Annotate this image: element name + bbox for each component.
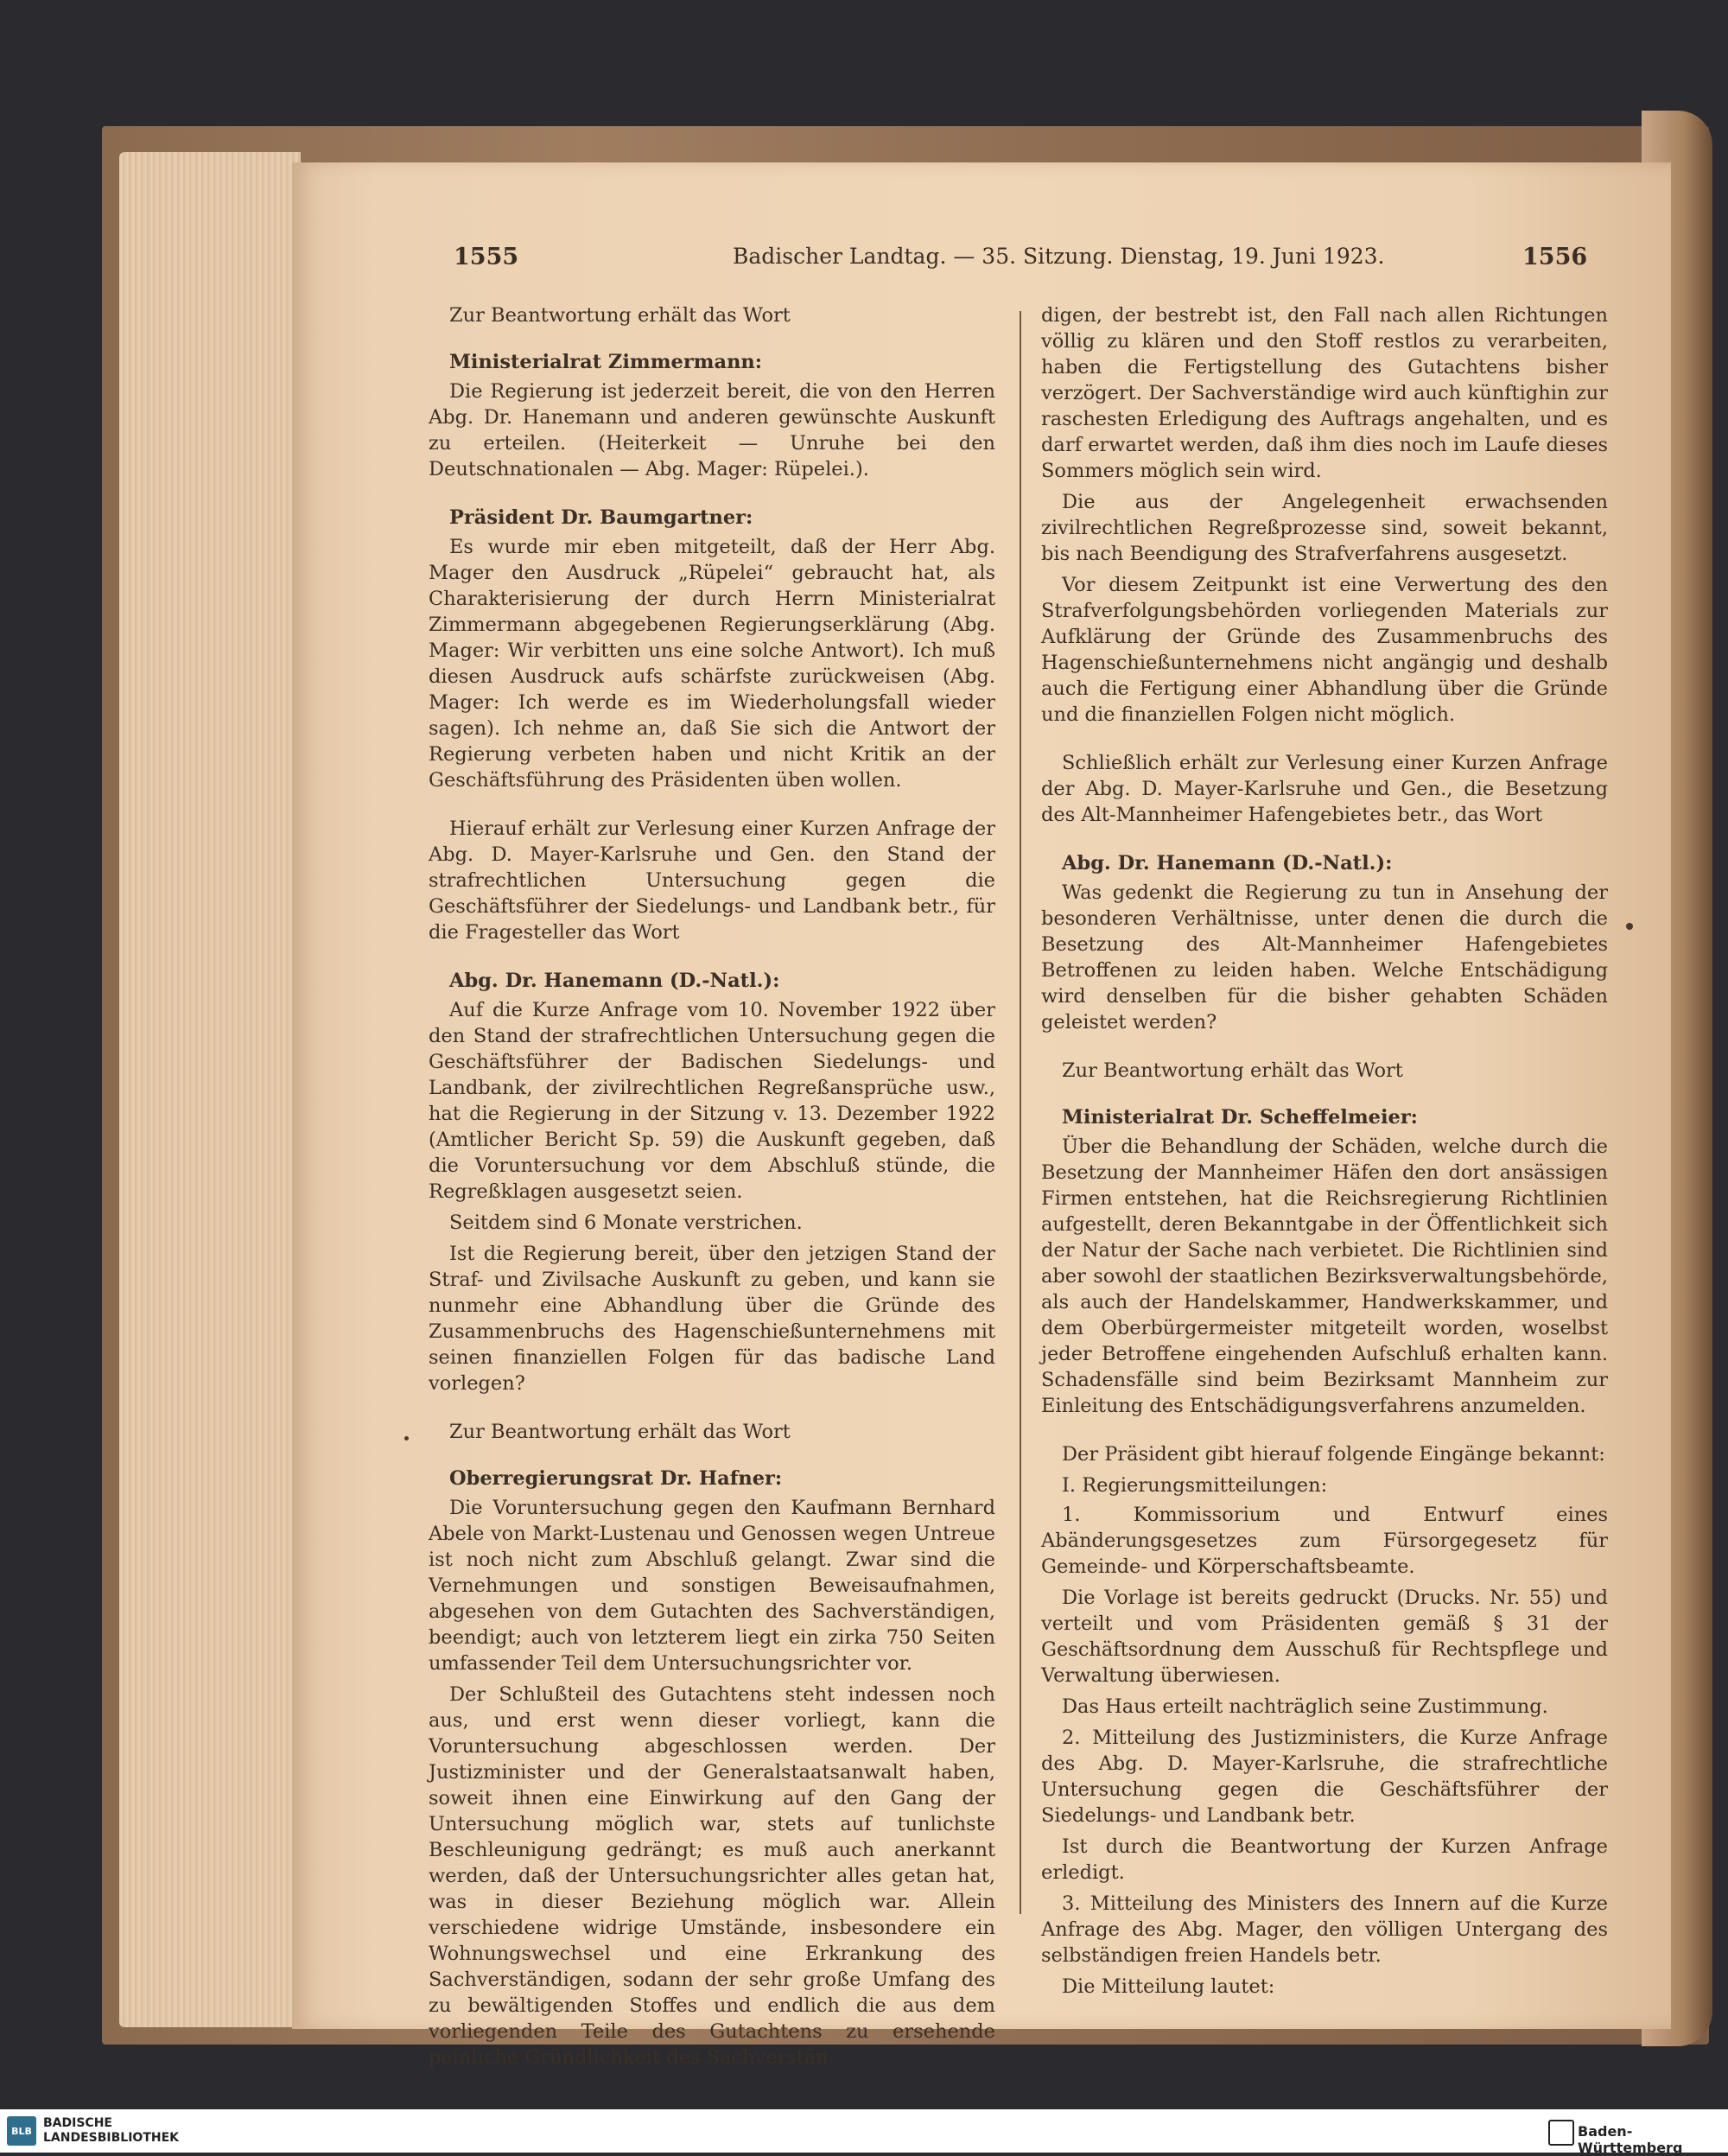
speaker-heading: Präsident Dr. Baumgartner: bbox=[449, 506, 753, 529]
right-page-number: 1556 bbox=[1522, 244, 1588, 270]
paragraph: Ist die Regierung bereit, über den jetzigen Stand der Straf- und Zivilsache Auskunft zu geben, und kann sie nunmehr eine Abhandlung über die Gründe des Zusammenbruchs des Hagenschießunternehmens mit seinen finanziellen Folgen für das badische Land vorlegen? bbox=[429, 1243, 995, 1395]
paragraph: Ist durch die Beantwortung der Kurzen Anfrage erledigt. bbox=[1041, 1835, 1608, 1884]
footer-bar bbox=[0, 2109, 1728, 2156]
paragraph: Die Mitteilung lautet: bbox=[1062, 1975, 1275, 1998]
paragraph: Der Schlußteil des Gutachtens steht indessen noch aus, und erst wenn dieser vorliegt, kann die Voruntersuchung abgeschlossen werden. Der Justizminister und der Generalstaatsanwalt haben, soweit ihnen eine Einwirkung auf den Gang der Untersuchung möglich war, stets auf tunlichste Beschleunigung gedrängt; es muß auch anerkannt werden, daß der Untersuchungsrichter alles getan hat, was in dieser Beziehung möglich war. Allein verschiedene widrige Umstände, insbesondere ein Wohnungswechsel und eine Erkrankung des Sachverständigen, sodann der sehr große Umfang des zu bewältigenden Stoffes und endlich die aus dem vorliegenden Teile des Gutachtens zu ersehende peinliche Gründlichkeit des Sachverstän- bbox=[429, 1683, 995, 2069]
speaker-heading: Oberregierungsrat Dr. Hafner: bbox=[449, 1467, 783, 1490]
paragraph: Die Voruntersuchung gegen den Kaufmann Bernhard Abele von Markt-Lustenau und Genossen wegen Untreue ist noch nicht zum Abschluß gelangt. Zwar sind die Vernehmungen und sonstigen Beweisaufnahmen, abgesehen von dem Gutachten des Sachverständigen, beendigt; auch von letzterem liegt ein zirka 750 Seiten umfassender Teil dem Untersuchungsrichter vor. bbox=[429, 1497, 995, 1675]
ink-spot bbox=[404, 1436, 409, 1441]
paragraph: Seitdem sind 6 Monate verstrichen. bbox=[449, 1212, 803, 1234]
paragraph: Auf die Kurze Anfrage vom 10. November 1922 über den Stand der strafrechtlichen Untersuchung gegen die Geschäftsführer der Badischen Siedelungs- und Landbank, der zivilrechtlichen Regreßansprüche usw., hat die Regierung in der Sitzung v. 13. Dezember 1922 (Amtlicher Bericht Sp. 59) die Auskunft gegeben, daß die Voruntersuchung vor dem Abschluß stünde, die Regreßklagen ausgesetzt seien. bbox=[429, 999, 995, 1203]
speaker-heading: Ministerialrat Zimmermann: bbox=[449, 351, 763, 373]
paragraph: Schließlich erhält zur Verlesung einer Kurzen Anfrage der Abg. D. Mayer-Karlsruhe und Gen., die Besetzung des Alt-Mannheimer Hafengebietes betr., das Wort bbox=[1041, 752, 1608, 826]
state-label: Baden-Württemberg bbox=[1578, 2123, 1683, 2156]
speaker-heading: Abg. Dr. Hanemann (D.-Natl.): bbox=[449, 970, 780, 992]
running-title: Badischer Landtag. — 35. Sitzung. Dienstag, 19. Juni 1923. bbox=[733, 244, 1385, 269]
paragraph: 3. Mitteilung des Ministers des Innern auf die Kurze Anfrage des Abg. Mager, den völligen Untergang des selbständigen freien Handels betr. bbox=[1041, 1892, 1608, 1967]
ink-spot bbox=[1626, 923, 1633, 930]
paragraph: Vor diesem Zeitpunkt ist eine Verwertung des den Strafverfolgungsbehörden vorliegenden Materials zur Aufklärung der Gründe des Zusammenbruchs des Hagenschießunternehmens nicht angängig und deshalb auch die Fertigung einer Abhandlung über die Gründe und die finanziellen Folgen nicht möglich. bbox=[1041, 574, 1608, 726]
library-name-line1: BADISCHE bbox=[43, 2116, 112, 2130]
paragraph: Die Regierung ist jederzeit bereit, die von den Herren Abg. Dr. Hanemann und anderen gewünschte Auskunft zu erteilen. (Heiterkeit — Unruhe bei den Deutschnationalen — Abg. Mager: Rüpelei.). bbox=[429, 380, 995, 480]
column-divider bbox=[1020, 311, 1021, 1914]
paragraph: Die aus der Angelegenheit erwachsenden zivilrechtlichen Regreßprozesse sind, soweit bekannt, bis nach Beendigung des Strafverfahrens ausgesetzt. bbox=[1041, 491, 1608, 565]
paragraph: Zur Beantwortung erhält das Wort bbox=[1062, 1059, 1403, 1082]
page-stack-edge bbox=[119, 152, 301, 2027]
paragraph: 1. Kommissorium und Entwurf eines Abänderungsgesetzes zum Fürsorgegesetz für Gemeinde- und Körperschaftsbeamte. bbox=[1041, 1504, 1608, 1578]
speaker-heading: Ministerialrat Dr. Scheffelmeier: bbox=[1062, 1106, 1418, 1129]
paragraph: Zur Beantwortung erhält das Wort bbox=[449, 304, 791, 327]
library-name-line2: LANDESBIBLIOTHEK bbox=[43, 2131, 180, 2145]
paragraph: Was gedenkt die Regierung zu tun in Ansehung der besonderen Verhältnisse, unter denen die durch die Besetzung des Alt-Mannheimer Hafengebietes Betroffenen zu leiden haben. Welche Entschädigung wird denselben für die bisher gehabten Schäden geleistet werden? bbox=[1041, 881, 1608, 1033]
right-text-column bbox=[1041, 302, 1608, 1998]
section-heading: I. Regierungsmitteilungen: bbox=[1062, 1474, 1328, 1497]
paragraph: digen, der bestrebt ist, den Fall nach allen Richtungen völlig zu klären und den Stoff restlos zu verarbeiten, haben die Fertigstellung des Gutachtens bisher verzögert. Der Sachverständige wird auch künftighin zur raschesten Erledigung des Auftrags angehalten, und es darf erwartet werden, daß ihm dies noch im Laufe dieses Sommers möglich sein wird. bbox=[1041, 304, 1608, 482]
paragraph: Der Präsident gibt hierauf folgende Eingänge bekannt: bbox=[1062, 1443, 1605, 1466]
left-page-number: 1555 bbox=[454, 244, 519, 270]
paragraph: Die Vorlage ist bereits gedruckt (Drucks. Nr. 55) und verteilt und vom Präsidenten gemäß § 31 der Geschäftsordnung dem Ausschuß für Rechtspflege und Verwaltung überwiesen. bbox=[1041, 1587, 1608, 1687]
paragraph: 2. Mitteilung des Justizministers, die Kurze Anfrage des Abg. D. Mayer-Karlsruhe, die strafrechtliche Untersuchung gegen die Geschäftsführer der Siedelungs- und Landbank betr. bbox=[1041, 1727, 1608, 1827]
paragraph: Über die Behandlung der Schäden, welche durch die Besetzung der Mannheimer Häfen den dort ansässigen Firmen entstehen, hat die Reichsregierung Richtlinien aufgestellt, deren Bekanntgabe in der Öffentlichkeit sich der Natur der Sache nach verbietet. Die Richtlinien sind aber sowohl der staatlichen Bezirksverwaltungsbehörde, als auch der Handelskammer, Handwerkskammer, und dem Oberbürgermeister mitgeteilt worden, woselbst jeder Betroffene eingehenden Aufschluß erhalten kann. Schadensfälle sind beim Bezirksamt Mannheim zur Einleitung des Entschädigungsverfahrens anzumelden. bbox=[1041, 1135, 1608, 1417]
coat-of-arms-icon bbox=[1548, 2120, 1574, 2146]
left-text-column bbox=[429, 302, 995, 2069]
paragraph: Zur Beantwortung erhält das Wort bbox=[449, 1421, 791, 1443]
paragraph: Das Haus erteilt nachträglich seine Zustimmung. bbox=[1062, 1695, 1548, 1718]
library-name bbox=[43, 2116, 179, 2146]
blb-logo-icon: BLB bbox=[7, 2116, 36, 2146]
paragraph: Hierauf erhält zur Verlesung einer Kurzen Anfrage der Abg. D. Mayer-Karlsruhe und Gen. den Stand der strafrechtlichen Untersuchung gegen die Geschäftsführer der Siedelungs- und Landbank betr., für die Fragesteller das Wort bbox=[429, 817, 995, 944]
paragraph: Es wurde mir eben mitgeteilt, daß der Herr Abg. Mager den Ausdruck „Rüpelei“ gebraucht hat, als Charakterisierung der durch Herrn Ministerialrat Zimmermann abgegebenen Regierungserklärung (Abg. Mager: Wir verbitten uns eine solche Antwort). Ich muß diesen Ausdruck aufs schärfste zurückweisen (Abg. Mager: Ich werde es im Wiederholungsfall wieder sagen). Ich nehme an, daß Sie sich die Antwort der Regierung verbeten haben und nicht Kritik an der Geschäftsführung des Präsidenten üben wollen. bbox=[429, 536, 995, 792]
speaker-heading: Abg. Dr. Hanemann (D.-Natl.): bbox=[1062, 852, 1393, 874]
